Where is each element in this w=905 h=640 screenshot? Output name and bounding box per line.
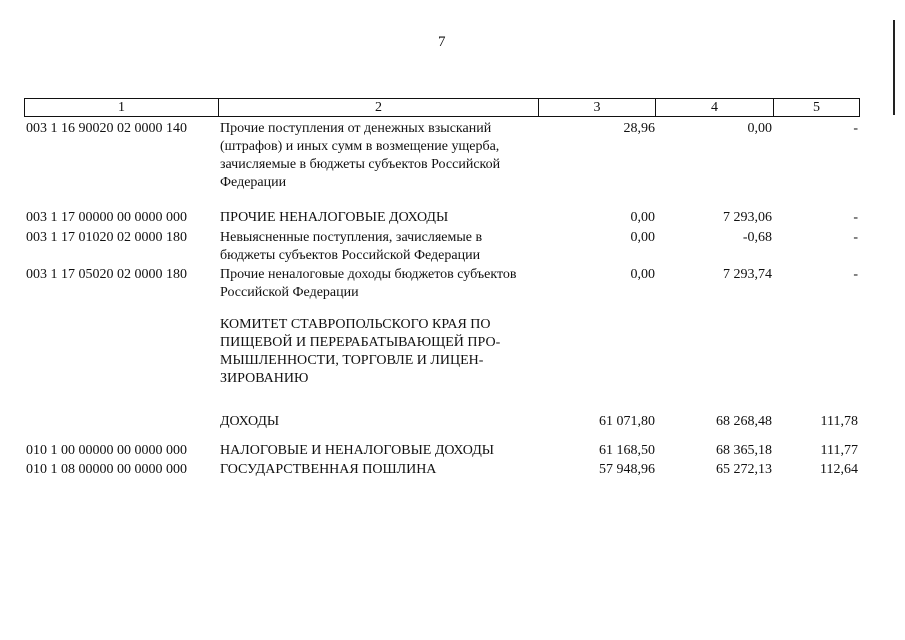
row-value-4: 68 268,48	[716, 414, 772, 429]
row-value-5: -	[853, 230, 858, 245]
row-value-3: 57 948,96	[599, 462, 655, 477]
header-col-5: 5	[813, 100, 820, 115]
row-value-5: -	[853, 210, 858, 225]
row-name: Прочие неналоговые доходы бюджетов субъектов Российской Федерации	[220, 267, 517, 300]
row-value-3: 61 168,50	[599, 443, 655, 458]
row-code: 003 1 17 01020 02 0000 180	[26, 230, 187, 245]
header-col-3: 3	[539, 99, 656, 116]
header-col-4: 4	[656, 99, 774, 116]
row-value-5: -	[853, 267, 858, 282]
row-value-3: 28,96	[623, 121, 655, 136]
row-name: ДОХОДЫ	[220, 414, 280, 429]
row-code: 003 1 17 00000 00 0000 000	[26, 210, 187, 225]
row-value-4: 7 293,06	[723, 210, 772, 225]
header-col-2: 2	[219, 99, 539, 116]
row-name: Прочие поступления от денежных взысканий (штрафов) и иных сумм в возмещение ущерба, зачисляемые в бюджеты субъектов Российской Федерации	[220, 121, 501, 190]
row-code: 010 1 08 00000 00 0000 000	[26, 462, 187, 477]
margin-line	[893, 20, 895, 115]
header-col-1: 1	[25, 99, 219, 116]
row-name: Невыясненные поступления, зачисляемые в бюджеты субъектов Российской Федерации	[220, 230, 483, 263]
row-value-5: 111,78	[820, 414, 858, 429]
row-name: НАЛОГОВЫЕ И НЕНАЛОГОВЫЕ ДОХОДЫ	[220, 443, 494, 458]
row-value-3: 0,00	[630, 210, 655, 225]
row-value-3: 61 071,80	[599, 414, 655, 429]
row-code: 003 1 17 05020 02 0000 180	[26, 267, 187, 282]
row-name: ГОСУДАРСТВЕННАЯ ПОШЛИНА	[220, 462, 437, 477]
row-value-3: 0,00	[630, 230, 655, 245]
table-header	[24, 98, 860, 117]
row-value-4: 7 293,74	[723, 267, 772, 282]
row-value-5: -	[853, 121, 858, 136]
row-value-4: 65 272,13	[716, 462, 772, 477]
row-code: 010 1 00 00000 00 0000 000	[26, 443, 187, 458]
page-number: 7	[438, 34, 446, 50]
row-value-5: 111,77	[820, 443, 858, 458]
row-value-4: 0,00	[747, 121, 772, 136]
section-title: КОМИТЕТ СТАВРОПОЛЬСКОГО КРАЯ ПО ПИЩЕВОЙ И ПЕРЕРАБАТЫВАЮЩЕЙ ПРО-МЫШЛЕННОСТИ, ТОРГОВЛЕ И ЛИЦЕН-ЗИРОВАНИЮ	[220, 317, 501, 386]
row-name: ПРОЧИЕ НЕНАЛОГОВЫЕ ДОХОДЫ	[220, 210, 449, 225]
row-code: 003 1 16 90020 02 0000 140	[26, 121, 187, 136]
row-value-4: -0,68	[742, 230, 772, 245]
row-value-3: 0,00	[630, 267, 655, 282]
row-value-5: 112,64	[820, 462, 858, 477]
row-value-4: 68 365,18	[716, 443, 772, 458]
